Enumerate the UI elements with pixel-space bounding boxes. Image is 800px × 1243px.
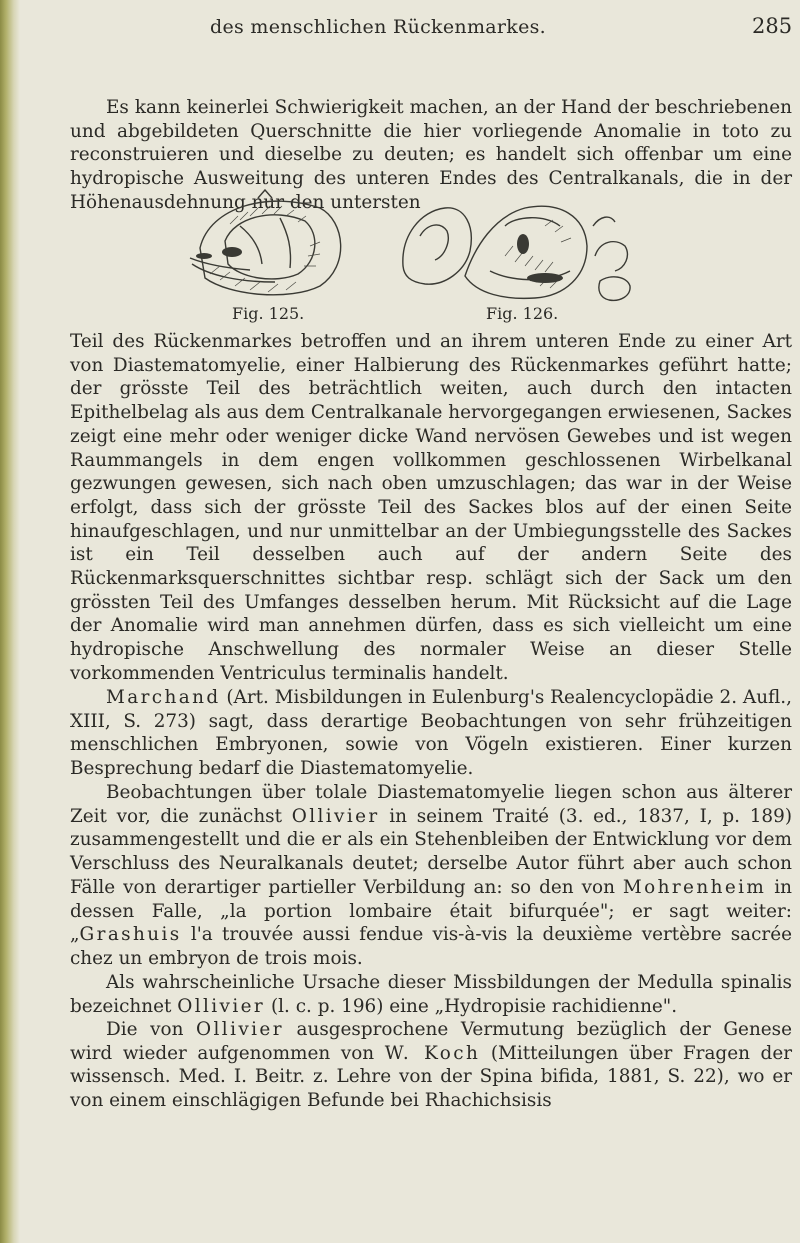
paragraph-3 [70,686,792,781]
figure-125-illustration [180,186,355,306]
paragraph-4-text-c: in dessen Falle, „la portion lombaire était bifurquée"; er sagt weiter: „ [70,876,792,946]
figure-126-illustration [395,186,640,306]
author-ollivier-2: Ollivier [177,995,266,1017]
author-marchand: Marchand [106,687,221,708]
paragraph-3-text: (Art. Misbildungen in Eulenburg's Realencyclopädie 2. Aufl., XIII, S. 273) sagt, dass derartige Beobachtungen von sehr frühzeitigen menschlichen Embryonen, sowie von Vögeln existieren. Einer kurzen Besprechung bedarf die Diastematomyelie. [70,687,792,780]
paragraph-6 [70,1018,792,1113]
paragraph-2: Teil des Rückenmarkes betroffen und an ihrem unteren Ende zu einer Art von Diastematomyelie, einer Halbierung des Rückenmarkes geführt hatte; der grösste Teil des beträchtlich weiten, auch durch den intacten Epithelbelag als aus dem Centralkanale hervorgegangen erwiesenen, Sackes zeigt eine mehr oder weniger dicke Wand nervösen Gewebes und ist wegen Raummangels in dem engen vollkommen geschlossenen Wirbelkanal gezwungen gewesen, sich nach oben umzuschlagen; das war in der Weise erfolgt, dass sich der grösste Teil des Sackes blos auf der einen Seite hinaufgeschlagen, und nur unmittelbar an der Umbiegungsstelle des Sackes ist ein Teil desselben auch auf der andern Seite des Rückenmarksquerschnittes sichtbar resp. schlägt sich der Sack um den grössten Teil des Umfanges desselben herum. Mit Rücksicht auf die Lage der Anomalie wird man annehmen dürfen, dass es sich vielleicht um eine hydropische Anschwellung des normaler Weise an dieser Stelle vorkommenden Ventriculus terminalis handelt. [70,331,792,684]
paragraph-6-text-a: Die von [106,1019,197,1040]
author-ollivier-3: Ollivier [196,1019,284,1040]
figure-125-caption: Fig. 125. [232,304,305,323]
author-koch: W. Koch [384,1042,481,1064]
paragraph-1: Es kann keinerlei Schwierigkeit machen, an der Hand der beschriebenen und abgebildeten Querschnitte die hier vorliegende Anomalie in toto zu reconstruieren und dieselbe zu deuten; es handelt sich offenbar um eine hydropische Ausweitung des unteren Endes des Centralkanals, die in der Höhenausdehnung nur den untersten [70,97,792,213]
paragraph-4-text-a: Beobachtungen über tolale Diastematomyelie liegen schon aus älterer Zeit vor, die zunächst [70,782,792,827]
running-title: des menschlichen Rückenmarkes. [210,16,547,38]
paragraph-6-text-c: (Mitteilungen über Fragen der wissensch. Med. I. Beitr. z. Lehre von der Spina bifida, 1881, S. 22), wo er von einem einschlägigen Befunde bei Rhachichsisis [70,1042,793,1112]
paragraph-5 [70,971,792,1018]
page-number: 285 [752,14,793,38]
paragraph-5-text-b: (l. c. p. 196) eine „Hydropisie rachidienne". [265,995,678,1017]
paragraph-4-text-b: in seinem Traité (3. ed., 1837, I, p. 189) zusammengestellt und die er als ein Stehenbleiben der Entwicklung vor dem Verschluss des Neuralkanals deutet; derselbe Autor führt aber auch schon Fälle von derartiger partieller Verbildung an: so den von [70,805,792,898]
paragraph-4 [70,781,792,971]
figure-126-caption: Fig. 126. [486,304,559,323]
paragraph-5-text-a: Als wahrscheinliche Ursache dieser Missbildungen der Medulla spinalis bezeichnet [70,972,792,1017]
author-mohrenheim: Mohrenheim [622,876,767,898]
paragraph-4-text-d: l'a trouvée aussi fendue vis-à-vis la deuxième vertèbre sacrée chez un embryon de trois mois. [70,924,792,969]
author-grashuis: Grashuis [79,924,182,946]
page-header [0,6,800,36]
author-ollivier: Ollivier [291,805,380,827]
paragraph-6-text-b: ausgesprochene Vermutung bezüglich der Genese wird wieder aufgenommen von [70,1019,792,1064]
